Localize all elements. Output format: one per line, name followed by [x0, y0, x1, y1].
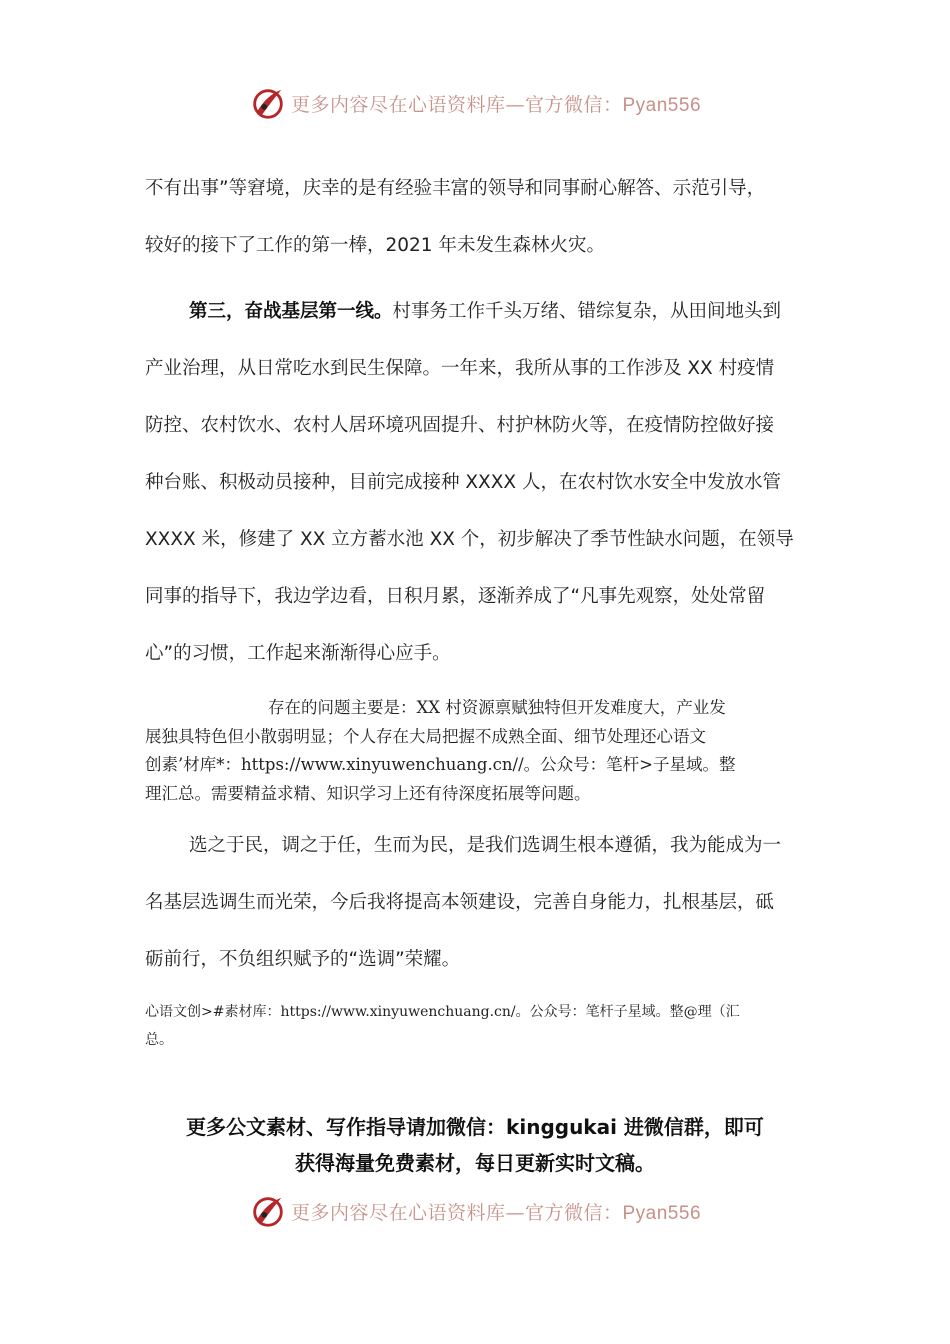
header-banner: [0, 83, 950, 123]
body-line: 心”的习惯，工作起来渐渐得心应手。: [145, 643, 451, 664]
banner-wechat-id: Pyan556: [622, 1202, 702, 1224]
banner-label: 更多内容尽在心语资料库—官方微信：: [290, 1201, 623, 1224]
body-line: 同事的指导下，我边学边看，日积月累，逐渐养成了“凡事先观察，处处常留: [145, 586, 766, 607]
banner-wechat-id: Pyan556: [622, 94, 702, 116]
banner-text: [291, 90, 701, 117]
brush-logo-icon: [249, 84, 287, 122]
body-line: 砺前行，不负组织赋予的“选调”荣耀。: [145, 949, 461, 970]
body-line: 名基层选调生而光荣，今后我将提高本领建设，完善自身能力，扎根基层，砥: [145, 892, 775, 913]
body-line: XXXX 米，修建了 XX 立方蓄水池 XX 个，初步解决了季节性缺水问题，在领导: [145, 529, 794, 550]
serif-line: 展独具特色但小散弱明显；个人存在大局把握不成熟全面、细节处理还心语文: [145, 727, 706, 746]
footer-line: 更多公文素材、写作指导请加微信：kinggukai 进微信群，即可: [186, 1115, 764, 1139]
body-line: 种台账、积极动员接种，目前完成接种 XXXX 人，在农村饮水安全中发放水管: [145, 472, 781, 493]
body-line: 不有出事”等窘境，庆幸的是有经验丰富的领导和同事耐心解答、示范引导，: [145, 178, 766, 199]
serif-line: 创素’材库*：https://www.xinyuwenchuang.cn//。公众号：笔杆>子星域。整: [145, 755, 736, 774]
body-line: 产业治理，从日常吃水到民生保障。一年来，我所从事的工作涉及 XX 村疫情: [145, 358, 775, 379]
body-text: 村事务工作千头万绪、错综复杂，从田间地头到: [392, 301, 782, 322]
body-line: 较好的接下了工作的第一棒，2021 年未发生森林火灾。: [145, 235, 605, 256]
serif-line: 理汇总。需要精益求精、知识学习上还有待深度拓展等问题。: [145, 784, 591, 803]
body-line: [189, 297, 781, 323]
banner-text: [291, 1198, 701, 1225]
serif-line: 存在的问题主要是：XX 村资源禀赋独特但开发难度大，产业发: [268, 698, 726, 717]
section-heading: 第三，奋战基层第一线。: [189, 301, 393, 322]
banner-label: 更多内容尽在心语资料库—官方微信：: [290, 93, 623, 116]
body-line: 防控、农村饮水、农村人居环境巩固提升、村护林防火等，在疫情防控做好接: [145, 415, 775, 436]
footer-banner: [0, 1191, 950, 1231]
footer-line: 获得海量免费素材，每日更新实时文稿。: [295, 1151, 655, 1175]
body-line: 选之于民，调之于任，生而为民，是我们选调生根本遵循，我为能成为一: [189, 835, 782, 856]
source-line: 总。: [145, 1032, 173, 1048]
brush-logo-icon: [249, 1192, 287, 1230]
source-line: 心语文创>#素材库：https://www.xinyuwenchuang.cn/。公众号：笔杆子星域。整@理（汇: [145, 1004, 740, 1020]
